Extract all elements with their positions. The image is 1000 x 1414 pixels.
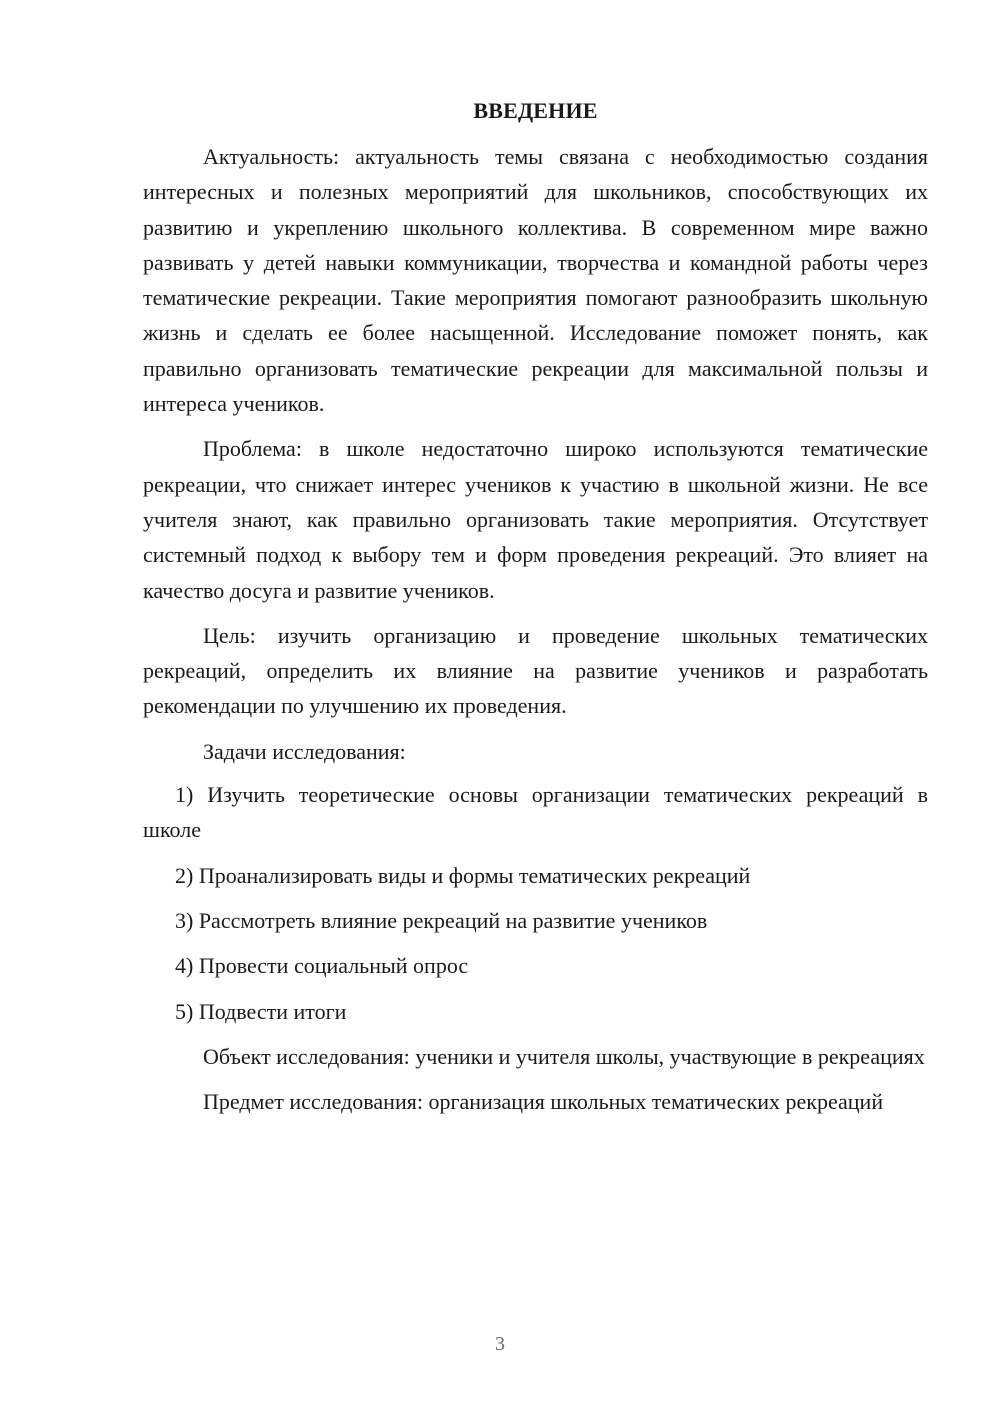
task-item: 5) Подвести итоги <box>175 998 347 1024</box>
paragraph-relevance: Актуальность: актуальность темы связана с необходимостью создания интересных и полезных мероприятий для школьников, способствующих их развитию и укреплению школьного коллектива. В современном мире важно развивать у детей навыки коммуникации, творчества и командной работы через тематические рекреации. Такие мероприятия помогают разнообразить школьную жизнь и сделать ее более насыщенной. Исследование поможет понять, как правильно организовать тематические рекреации для максимальной пользы и интереса учеников. <box>143 144 928 417</box>
task-item: 1) Изучить теоретические основы организации тематических рекреаций в школе <box>143 782 928 843</box>
task-item: 2) Проанализировать виды и формы тематических рекреаций <box>175 862 751 888</box>
paragraph-goal: Цель: изучить организацию и проведение школьных тематических рекреаций, определить их влияние на развитие учеников и разработать рекомендации по улучшению их проведения. <box>143 622 928 719</box>
document-body <box>143 96 928 1129</box>
page-number: 3 <box>495 1333 505 1355</box>
paragraph-object: Объект исследования: ученики и учителя школы, участвующие в рекреациях <box>203 1043 925 1069</box>
tasks-heading: Задачи исследования: <box>203 738 406 764</box>
paragraph-problem: Проблема: в школе недостаточно широко используются тематические рекреации, что снижает интерес учеников к участию в школьной жизни. Не все учителя знают, как правильно организовать такие мероприятия. Отсутствует системный подход к выбору тем и форм проведения рекреаций. Это влияет на качество досуга и развитие учеников. <box>143 436 928 603</box>
paragraph-subject: Предмет исследования: организация школьных тематических рекреаций <box>203 1089 884 1115</box>
task-item: 3) Рассмотреть влияние рекреаций на развитие учеников <box>175 907 708 933</box>
task-item: 4) Провести социальный опрос <box>175 953 469 979</box>
section-title: ВВЕДЕНИЕ <box>473 98 598 123</box>
